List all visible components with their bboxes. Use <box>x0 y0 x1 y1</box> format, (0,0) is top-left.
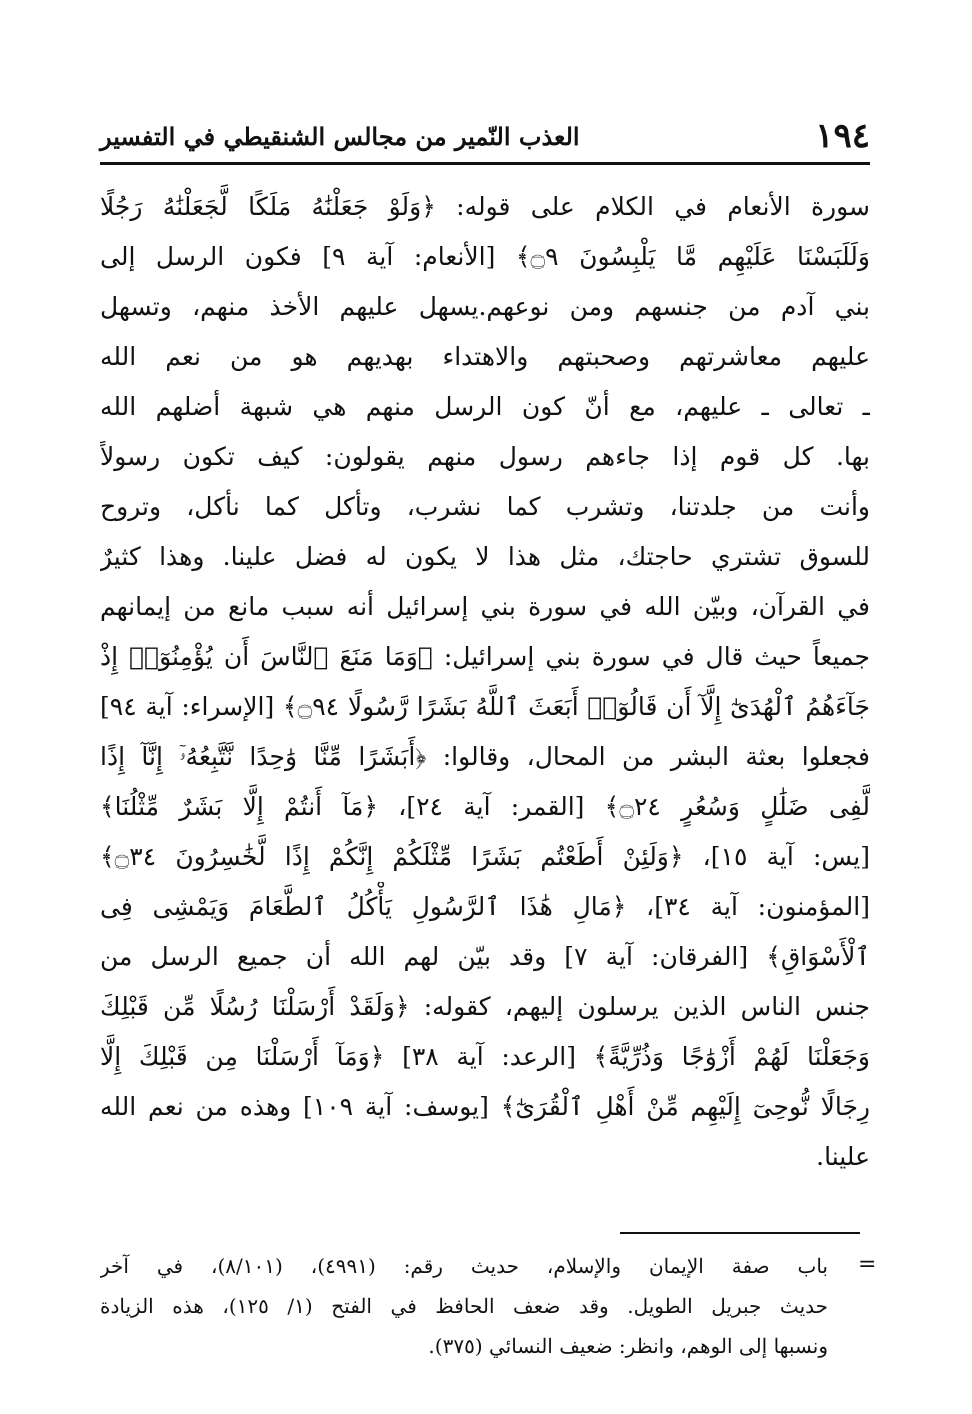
body-line: جميعاً حيث قال في سورة بني إسرائيل: ﴿وَمَا مَنَعَ ٱلنَّاسَ أَن يُؤْمِنُوٓا۟ إِذْ <box>100 642 870 671</box>
body-line: بها. كل قوم إذا جاءهم رسول منهم يقولون: كيف تكون رسولاً <box>100 442 870 471</box>
body-line: جَآءَهُمُ ٱلْهُدَىٰٓ إِلَّآ أَن قَالُوٓا۟ أَبَعَثَ ٱللَّهُ بَشَرًا رَّسُولًا ۝٩٤﴾ [الإسراء: آية ٩٤] <box>100 692 870 721</box>
page-header <box>100 112 870 160</box>
page-number: ١٩٤ <box>815 116 870 156</box>
footnote-line: ونسبها إلى الوهم، وانظر: ضعيف النسائي (٣٧٥). <box>428 1334 828 1358</box>
body-line: في القرآن، وبيّن الله في سورة بني إسرائيل أنه سبب مانع من إيمانهم <box>100 592 870 621</box>
footnote-continuation-mark: = <box>858 1252 877 1277</box>
footnote-rule <box>620 1232 860 1234</box>
body-line: [المؤمنون: آية ٣٤]، ﴿مَالِ هَٰذَا ٱلرَّسُولِ يَأْكُلُ ٱلطَّعَامَ وَيَمْشِى فِى <box>100 892 870 921</box>
header-rule <box>100 162 870 165</box>
footnote-line: حديث جبريل الطويل. وقد ضعف الحافظ في الفتح (١/ ١٢٥)، هذه الزيادة <box>100 1294 828 1318</box>
body-text <box>100 182 870 1182</box>
body-line: فجعلوا بعثة البشر من المحال، وقالوا: ﴿أَبَشَرًا مِّنَّا وَٰحِدًا نَّتَّبِعُهُۥٓ إِنَّآ إِذًا <box>100 742 870 771</box>
body-line: وَلَلَبَسْنَا عَلَيْهِم مَّا يَلْبِسُونَ ۝٩﴾ [الأنعام: آية ٩] فكون الرسل إلى <box>100 242 870 271</box>
body-line: جنس الناس الذين يرسلون إليهم، كقوله: ﴿وَلَقَدْ أَرْسَلْنَا رُسُلًا مِّن قَبْلِكَ <box>100 992 870 1021</box>
body-line: عليهم معاشرتهم وصحبتهم والاهتداء بهديهم هو من نعم الله <box>100 342 870 371</box>
body-line: علينا. <box>816 1142 870 1171</box>
body-line: ـ تعالى ـ عليهم، مع أنّ كون الرسل منهم هي شبهة أضلهم الله <box>100 392 870 421</box>
body-line: للسوق تشتري حاجتك، مثل هذا لا يكون له فضل علينا. وهذا كثيرٌ <box>100 542 870 571</box>
body-line: سورة الأنعام في الكلام على قوله: ﴿وَلَوْ جَعَلْنَٰهُ مَلَكًا لَّجَعَلْنَٰهُ رَجُلًا <box>100 192 870 221</box>
footnote-line: باب صفة الإيمان والإسلام، حديث رقم: (٤٩٩١)، (٨/١٠١)، في آخر <box>100 1254 828 1278</box>
body-line: رِجَالًا نُّوحِىٓ إِلَيْهِم مِّنْ أَهْلِ ٱلْقُرَىٰٓ﴾ [يوسف: آية ١٠٩] وهذه من نعم الله <box>100 1092 870 1121</box>
body-line: وأنت من جلدتنا، وتشرب كما نشرب، وتأكل كما نأكل، وتروح <box>100 492 870 521</box>
running-title: العذب النّمير من مجالس الشنقيطي في التفسير <box>100 121 580 151</box>
body-line: بني آدم من جنسهم ومن نوعهم.يسهل عليهم الأخذ منهم، وتسهل <box>100 292 870 321</box>
body-line: ٱلْأَسْوَاقِ﴾ [الفرقان: آية ٧] وقد بيّن لهم الله أن جميع الرسل من <box>100 942 870 971</box>
body-line: لَّفِى ضَلَٰلٍ وَسُعُرٍ ۝٢٤﴾ [القمر: آية ٢٤]، ﴿مَآ أَنتُمْ إِلَّا بَشَرٌ مِّثْلُنَا﴾ <box>100 792 870 821</box>
body-line: وَجَعَلْنَا لَهُمْ أَزْوَٰجًا وَذُرِّيَّةً﴾ [الرعد: آية ٣٨] ﴿وَمَآ أَرْسَلْنَا مِن قَبْلِكَ إِلَّا <box>100 1042 870 1071</box>
footnote <box>100 1246 870 1366</box>
body-line: [يس: آية ١٥]، ﴿وَلَئِنْ أَطَعْتُم بَشَرًا مِّثْلَكُمْ إِنَّكُمْ إِذًا لَّخَٰسِرُونَ ۝٣٤﴾ <box>100 842 870 871</box>
